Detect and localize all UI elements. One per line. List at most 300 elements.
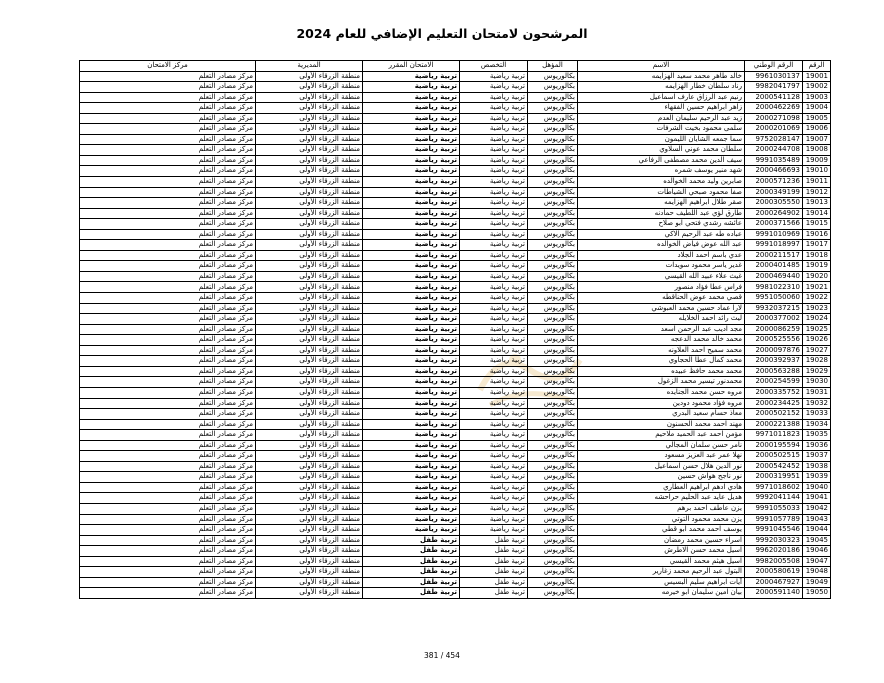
- cell-qualification: بكالوريوس: [528, 409, 578, 420]
- cell-qualification: بكالوريوس: [528, 440, 578, 451]
- cell-exam-center: مركز مصادر التعلم: [80, 303, 256, 314]
- cell-national-id: 9981022310: [745, 282, 803, 293]
- cell-exam-subject: تربية رياضية: [363, 461, 460, 472]
- table-row: [80, 261, 831, 272]
- cell-specialization: تربية رياضية: [460, 419, 528, 430]
- cell-qualification: بكالوريوس: [528, 134, 578, 145]
- cell-exam-center: مركز مصادر التعلم: [80, 451, 256, 462]
- cell-name: مجد اديب عبد الرحمن اسعد: [578, 324, 745, 335]
- cell-number: 19037: [803, 451, 831, 462]
- cell-exam-subject: تربية رياضية: [363, 525, 460, 536]
- cell-name: مهند احمد محمد الحسنون: [578, 419, 745, 430]
- cell-exam-center: مركز مصادر التعلم: [80, 356, 256, 367]
- table-row: [80, 219, 831, 230]
- cell-name: نور ناجح هواش حسين: [578, 472, 745, 483]
- cell-directorate: منطقة الزرقاء الأولى: [256, 303, 363, 314]
- cell-exam-center: مركز مصادر التعلم: [80, 345, 256, 356]
- cell-exam-center: مركز مصادر التعلم: [80, 377, 256, 388]
- cell-specialization: تربية رياضية: [460, 303, 528, 314]
- cell-number: 19050: [803, 588, 831, 599]
- cell-exam-subject: تربية رياضية: [363, 103, 460, 114]
- cell-qualification: بكالوريوس: [528, 398, 578, 409]
- cell-exam-center: مركز مصادر التعلم: [80, 409, 256, 420]
- cell-number: 19047: [803, 556, 831, 567]
- cell-national-id: 2000234425: [745, 398, 803, 409]
- cell-exam-center: مركز مصادر التعلم: [80, 155, 256, 166]
- cell-exam-subject: تربية طفل: [363, 577, 460, 588]
- table-row: [80, 535, 831, 546]
- cell-qualification: بكالوريوس: [528, 124, 578, 135]
- cell-specialization: تربية رياضية: [460, 472, 528, 483]
- table-row: [80, 482, 831, 493]
- cell-name: عباده طه عبد الرحيم الاكي: [578, 229, 745, 240]
- cell-exam-center: مركز مصادر التعلم: [80, 145, 256, 156]
- cell-qualification: بكالوريوس: [528, 356, 578, 367]
- cell-qualification: بكالوريوس: [528, 240, 578, 251]
- cell-number: 19041: [803, 493, 831, 504]
- cell-exam-subject: تربية رياضية: [363, 250, 460, 261]
- cell-directorate: منطقة الزرقاء الأولى: [256, 250, 363, 261]
- table-row: [80, 103, 831, 114]
- cell-exam-subject: تربية رياضية: [363, 71, 460, 82]
- table-row: [80, 451, 831, 462]
- cell-specialization: تربية رياضية: [460, 387, 528, 398]
- cell-number: 19010: [803, 166, 831, 177]
- cell-directorate: منطقة الزرقاء الأولى: [256, 124, 363, 135]
- cell-qualification: بكالوريوس: [528, 387, 578, 398]
- cell-name: آيات ابراهيم سليم البسيس: [578, 577, 745, 588]
- cell-specialization: تربية رياضية: [460, 525, 528, 536]
- cell-national-id: 2000264902: [745, 208, 803, 219]
- cell-name: زيد عبد الرحيم سليمان العدم: [578, 113, 745, 124]
- cell-exam-center: مركز مصادر التعلم: [80, 567, 256, 578]
- cell-national-id: 2000086259: [745, 324, 803, 335]
- cell-national-id: 9992041144: [745, 493, 803, 504]
- cell-number: 19006: [803, 124, 831, 135]
- cell-number: 19007: [803, 134, 831, 145]
- cell-exam-center: مركز مصادر التعلم: [80, 514, 256, 525]
- cell-national-id: 9991055033: [745, 503, 803, 514]
- cell-number: 19003: [803, 92, 831, 103]
- cell-directorate: منطقة الزرقاء الأولى: [256, 345, 363, 356]
- cell-exam-center: مركز مصادر التعلم: [80, 103, 256, 114]
- table-row: [80, 387, 831, 398]
- cell-number: 19008: [803, 145, 831, 156]
- cell-national-id: 9992030323: [745, 535, 803, 546]
- cell-exam-subject: تربية طفل: [363, 556, 460, 567]
- cell-directorate: منطقة الزرقاء الأولى: [256, 82, 363, 93]
- cell-number: 19025: [803, 324, 831, 335]
- cell-qualification: بكالوريوس: [528, 282, 578, 293]
- cell-number: 19016: [803, 229, 831, 240]
- cell-qualification: بكالوريوس: [528, 219, 578, 230]
- cell-exam-center: مركز مصادر التعلم: [80, 535, 256, 546]
- cell-exam-center: مركز مصادر التعلم: [80, 556, 256, 567]
- cell-directorate: منطقة الزرقاء الأولى: [256, 409, 363, 420]
- cell-exam-subject: تربية رياضية: [363, 451, 460, 462]
- cell-number: 19001: [803, 71, 831, 82]
- cell-specialization: تربية طفل: [460, 577, 528, 588]
- cell-number: 19027: [803, 345, 831, 356]
- cell-specialization: تربية رياضية: [460, 198, 528, 209]
- cell-directorate: منطقة الزرقاء الأولى: [256, 187, 363, 198]
- table-row: [80, 324, 831, 335]
- cell-number: 19029: [803, 366, 831, 377]
- cell-qualification: بكالوريوس: [528, 535, 578, 546]
- cell-exam-subject: تربية طفل: [363, 588, 460, 599]
- cell-specialization: تربية رياضية: [460, 482, 528, 493]
- cell-specialization: تربية رياضية: [460, 314, 528, 325]
- cell-number: 19018: [803, 250, 831, 261]
- cell-national-id: 2000335752: [745, 387, 803, 398]
- table-row: [80, 177, 831, 188]
- cell-exam-subject: تربية رياضية: [363, 377, 460, 388]
- cell-exam-center: مركز مصادر التعلم: [80, 293, 256, 304]
- cell-name: مروه حسن محمد الجنايده: [578, 387, 745, 398]
- cell-specialization: تربية رياضية: [460, 92, 528, 103]
- cell-number: 19030: [803, 377, 831, 388]
- cell-national-id: 2000271098: [745, 113, 803, 124]
- cell-directorate: منطقة الزرقاء الأولى: [256, 177, 363, 188]
- cell-name: صقر طلال ابراهيم الهزايمه: [578, 198, 745, 209]
- cell-number: 19043: [803, 514, 831, 525]
- table-row: [80, 556, 831, 567]
- cell-specialization: تربية رياضية: [460, 409, 528, 420]
- cell-exam-center: مركز مصادر التعلم: [80, 282, 256, 293]
- cell-exam-subject: تربية رياضية: [363, 113, 460, 124]
- cell-number: 19040: [803, 482, 831, 493]
- cell-qualification: بكالوريوس: [528, 229, 578, 240]
- cell-directorate: منطقة الزرقاء الأولى: [256, 314, 363, 325]
- cell-qualification: بكالوريوس: [528, 177, 578, 188]
- cell-number: 19028: [803, 356, 831, 367]
- cell-qualification: بكالوريوس: [528, 546, 578, 557]
- cell-name: مؤمن احمد عبد الحميد ملاحيم: [578, 430, 745, 441]
- cell-exam-center: مركز مصادر التعلم: [80, 82, 256, 93]
- table-row: [80, 155, 831, 166]
- cell-directorate: منطقة الزرقاء الأولى: [256, 113, 363, 124]
- cell-directorate: منطقة الزرقاء الأولى: [256, 166, 363, 177]
- cell-name: لارا عماد حسين محمد العبوشي: [578, 303, 745, 314]
- cell-exam-center: مركز مصادر التعلم: [80, 166, 256, 177]
- cell-national-id: 2000371566: [745, 219, 803, 230]
- table-row: [80, 366, 831, 377]
- cell-directorate: منطقة الزرقاء الأولى: [256, 293, 363, 304]
- cell-national-id: 9991057789: [745, 514, 803, 525]
- cell-name: غيث علاء عبيد الله القيسي: [578, 271, 745, 282]
- cell-national-id: 2000305550: [745, 198, 803, 209]
- cell-qualification: بكالوريوس: [528, 113, 578, 124]
- cell-name: محمدنور تيسير محمد الزغول: [578, 377, 745, 388]
- cell-qualification: بكالوريوس: [528, 293, 578, 304]
- cell-national-id: 2000467927: [745, 577, 803, 588]
- table-row: [80, 588, 831, 599]
- cell-exam-subject: تربية رياضية: [363, 366, 460, 377]
- cell-qualification: بكالوريوس: [528, 208, 578, 219]
- table-row: [80, 345, 831, 356]
- cell-name: يزن محمد محمود التوتي: [578, 514, 745, 525]
- cell-exam-center: مركز مصادر التعلم: [80, 577, 256, 588]
- table-row: [80, 187, 831, 198]
- cell-directorate: منطقة الزرقاء الأولى: [256, 219, 363, 230]
- cell-name: قصي محمد عوض الحناقطه: [578, 293, 745, 304]
- cell-qualification: بكالوريوس: [528, 271, 578, 282]
- cell-exam-subject: تربية رياضية: [363, 208, 460, 219]
- table-row: [80, 250, 831, 261]
- cell-directorate: منطقة الزرقاء الأولى: [256, 324, 363, 335]
- cell-exam-center: مركز مصادر التعلم: [80, 398, 256, 409]
- cell-national-id: 2000195594: [745, 440, 803, 451]
- cell-qualification: بكالوريوس: [528, 198, 578, 209]
- cell-name: رنيم عبد الرزاق عارف اسماعيل: [578, 92, 745, 103]
- cell-name: سلمى محمود بخيت الشرفات: [578, 124, 745, 135]
- cell-national-id: 2000541128: [745, 92, 803, 103]
- cell-directorate: منطقة الزرقاء الأولى: [256, 282, 363, 293]
- cell-specialization: تربية رياضية: [460, 219, 528, 230]
- cell-national-id: 2000254599: [745, 377, 803, 388]
- table-row: [80, 440, 831, 451]
- cell-number: 19026: [803, 335, 831, 346]
- cell-national-id: 2000563288: [745, 366, 803, 377]
- cell-directorate: منطقة الزرقاء الأولى: [256, 145, 363, 156]
- cell-qualification: بكالوريوس: [528, 588, 578, 599]
- cell-specialization: تربية رياضية: [460, 134, 528, 145]
- cell-number: 19009: [803, 155, 831, 166]
- cell-specialization: تربية رياضية: [460, 493, 528, 504]
- cell-name: عائشه رشدي فتحي ابو صلاح: [578, 219, 745, 230]
- cell-name: اسيل محمد حسن الاطرش: [578, 546, 745, 557]
- cell-qualification: بكالوريوس: [528, 335, 578, 346]
- cell-number: 19048: [803, 567, 831, 578]
- cell-national-id: 2000319951: [745, 472, 803, 483]
- cell-number: 19038: [803, 461, 831, 472]
- cell-qualification: بكالوريوس: [528, 461, 578, 472]
- table-row: [80, 525, 831, 536]
- cell-exam-center: مركز مصادر التعلم: [80, 219, 256, 230]
- cell-number: 19035: [803, 430, 831, 441]
- cell-specialization: تربية رياضية: [460, 282, 528, 293]
- cell-national-id: 2000580619: [745, 567, 803, 578]
- cell-national-id: 2000349199: [745, 187, 803, 198]
- cell-specialization: تربية طفل: [460, 588, 528, 599]
- cell-number: 19023: [803, 303, 831, 314]
- cell-exam-center: مركز مصادر التعلم: [80, 482, 256, 493]
- cell-exam-center: مركز مصادر التعلم: [80, 366, 256, 377]
- cell-directorate: منطقة الزرقاء الأولى: [256, 261, 363, 272]
- table-row: [80, 229, 831, 240]
- table-row: [80, 377, 831, 388]
- cell-number: 19017: [803, 240, 831, 251]
- cell-qualification: بكالوريوس: [528, 345, 578, 356]
- cell-directorate: منطقة الزرقاء الأولى: [256, 366, 363, 377]
- cell-directorate: منطقة الزرقاء الأولى: [256, 419, 363, 430]
- cell-exam-center: مركز مصادر التعلم: [80, 387, 256, 398]
- cell-exam-center: مركز مصادر التعلم: [80, 177, 256, 188]
- cell-directorate: منطقة الزرقاء الأولى: [256, 588, 363, 599]
- cell-exam-center: مركز مصادر التعلم: [80, 240, 256, 251]
- page-title: المرشحون لامتحان التعليم الإضافي للعام 2024: [296, 26, 588, 41]
- table-row: [80, 82, 831, 93]
- table-row: [80, 514, 831, 525]
- cell-exam-center: مركز مصادر التعلم: [80, 250, 256, 261]
- cell-directorate: منطقة الزرقاء الأولى: [256, 198, 363, 209]
- cell-exam-center: مركز مصادر التعلم: [80, 324, 256, 335]
- cell-number: 19046: [803, 546, 831, 557]
- cell-qualification: بكالوريوس: [528, 567, 578, 578]
- cell-exam-subject: تربية رياضية: [363, 82, 460, 93]
- cell-name: معاذ حسام سعيد البدري: [578, 409, 745, 420]
- table-row: [80, 282, 831, 293]
- cell-national-id: 2000591140: [745, 588, 803, 599]
- table-row: [80, 430, 831, 441]
- cell-name: فراس عطا فؤاد منصور: [578, 282, 745, 293]
- cell-directorate: منطقة الزرقاء الأولى: [256, 387, 363, 398]
- cell-exam-subject: تربية رياضية: [363, 155, 460, 166]
- cell-exam-center: مركز مصادر التعلم: [80, 493, 256, 504]
- cell-specialization: تربية رياضية: [460, 82, 528, 93]
- cell-national-id: 2000392937: [745, 356, 803, 367]
- cell-number: 19014: [803, 208, 831, 219]
- cell-specialization: تربية رياضية: [460, 461, 528, 472]
- cell-number: 19011: [803, 177, 831, 188]
- cell-qualification: بكالوريوس: [528, 514, 578, 525]
- cell-exam-center: مركز مصادر التعلم: [80, 261, 256, 272]
- cell-number: 19045: [803, 535, 831, 546]
- cell-national-id: 2000466693: [745, 166, 803, 177]
- table-row: [80, 472, 831, 483]
- cell-exam-subject: تربية رياضية: [363, 387, 460, 398]
- cell-qualification: بكالوريوس: [528, 503, 578, 514]
- cell-number: 19004: [803, 103, 831, 114]
- cell-exam-subject: تربية رياضية: [363, 134, 460, 145]
- cell-national-id: 2000244708: [745, 145, 803, 156]
- column-header-name: الاسم: [578, 61, 745, 72]
- cell-name: محمد سميح احمد العلاونه: [578, 345, 745, 356]
- cell-exam-subject: تربية رياضية: [363, 124, 460, 135]
- table-row: [80, 398, 831, 409]
- cell-exam-subject: تربية رياضية: [363, 219, 460, 230]
- table-row: [80, 461, 831, 472]
- cell-directorate: منطقة الزرقاء الأولى: [256, 430, 363, 441]
- cell-exam-center: مركز مصادر التعلم: [80, 588, 256, 599]
- cell-directorate: منطقة الزرقاء الأولى: [256, 134, 363, 145]
- table-body: [80, 71, 831, 598]
- cell-name: خالد طاهر محمد سعيد الهزايمه: [578, 71, 745, 82]
- cell-name: زاهر ابراهيم حسين الفقهاء: [578, 103, 745, 114]
- cell-national-id: 9971011823: [745, 430, 803, 441]
- cell-directorate: منطقة الزرقاء الأولى: [256, 472, 363, 483]
- cell-national-id: 9932037215: [745, 303, 803, 314]
- cell-national-id: 9951050060: [745, 293, 803, 304]
- cell-qualification: بكالوريوس: [528, 324, 578, 335]
- column-header-directorate: المديرية: [256, 61, 363, 72]
- cell-specialization: تربية رياضية: [460, 503, 528, 514]
- cell-directorate: منطقة الزرقاء الأولى: [256, 535, 363, 546]
- candidates-table: [79, 60, 831, 599]
- cell-number: 19022: [803, 293, 831, 304]
- cell-specialization: تربية رياضية: [460, 145, 528, 156]
- cell-directorate: منطقة الزرقاء الأولى: [256, 514, 363, 525]
- cell-directorate: منطقة الزرقاء الأولى: [256, 567, 363, 578]
- cell-national-id: 2000462269: [745, 103, 803, 114]
- cell-number: 19013: [803, 198, 831, 209]
- cell-exam-center: مركز مصادر التعلم: [80, 271, 256, 282]
- column-header-number: الرقم: [803, 61, 831, 72]
- cell-exam-center: مركز مصادر التعلم: [80, 71, 256, 82]
- cell-name: محمد خالد محمد الدعجه: [578, 335, 745, 346]
- cell-directorate: منطقة الزرقاء الأولى: [256, 482, 363, 493]
- cell-specialization: تربية رياضية: [460, 430, 528, 441]
- cell-directorate: منطقة الزرقاء الأولى: [256, 71, 363, 82]
- cell-specialization: تربية رياضية: [460, 177, 528, 188]
- cell-directorate: منطقة الزرقاء الأولى: [256, 556, 363, 567]
- cell-specialization: تربية طفل: [460, 546, 528, 557]
- cell-exam-subject: تربية رياضية: [363, 440, 460, 451]
- column-header-exam-subject: الامتحان المقرر: [363, 61, 460, 72]
- cell-qualification: بكالوريوس: [528, 366, 578, 377]
- cell-national-id: 2000377002: [745, 314, 803, 325]
- cell-exam-center: مركز مصادر التعلم: [80, 124, 256, 135]
- cell-exam-center: مركز مصادر التعلم: [80, 208, 256, 219]
- cell-qualification: بكالوريوس: [528, 314, 578, 325]
- column-header-qualification: المؤهل: [528, 61, 578, 72]
- cell-qualification: بكالوريوس: [528, 525, 578, 536]
- cell-exam-center: مركز مصادر التعلم: [80, 113, 256, 124]
- cell-name: رناد سلطان خطار الهزايمه: [578, 82, 745, 93]
- cell-name: شهد منير يوسف شمره: [578, 166, 745, 177]
- table-row: [80, 303, 831, 314]
- cell-number: 19044: [803, 525, 831, 536]
- cell-national-id: 9962020186: [745, 546, 803, 557]
- cell-qualification: بكالوريوس: [528, 250, 578, 261]
- cell-exam-subject: تربية طفل: [363, 546, 460, 557]
- cell-qualification: بكالوريوس: [528, 303, 578, 314]
- cell-specialization: تربية رياضية: [460, 103, 528, 114]
- cell-name: عدي باسم احمد الجلاد: [578, 250, 745, 261]
- cell-specialization: تربية رياضية: [460, 250, 528, 261]
- cell-exam-subject: تربية رياضية: [363, 345, 460, 356]
- cell-number: 19019: [803, 261, 831, 272]
- cell-specialization: تربية رياضية: [460, 271, 528, 282]
- cell-number: 19020: [803, 271, 831, 282]
- cell-exam-center: مركز مصادر التعلم: [80, 430, 256, 441]
- table-row: [80, 198, 831, 209]
- table-row: [80, 493, 831, 504]
- cell-qualification: بكالوريوس: [528, 577, 578, 588]
- cell-name: يزن عاطف احمد برهم: [578, 503, 745, 514]
- cell-national-id: 2000221388: [745, 419, 803, 430]
- cell-national-id: 9961030137: [745, 71, 803, 82]
- cell-name: اسراء حسين محمد رمضان: [578, 535, 745, 546]
- cell-exam-center: مركز مصادر التعلم: [80, 229, 256, 240]
- cell-exam-subject: تربية رياضية: [363, 335, 460, 346]
- cell-national-id: 9991035489: [745, 155, 803, 166]
- cell-name: عبد الله عوض فياض الخوالده: [578, 240, 745, 251]
- table-row: [80, 271, 831, 282]
- cell-exam-subject: تربية رياضية: [363, 472, 460, 483]
- cell-qualification: بكالوريوس: [528, 92, 578, 103]
- cell-directorate: منطقة الزرقاء الأولى: [256, 503, 363, 514]
- cell-national-id: 2000542452: [745, 461, 803, 472]
- cell-exam-center: مركز مصادر التعلم: [80, 187, 256, 198]
- cell-exam-subject: تربية رياضية: [363, 356, 460, 367]
- cell-name: اسيل هيثم محمد القيسي: [578, 556, 745, 567]
- cell-exam-subject: تربية رياضية: [363, 261, 460, 272]
- cell-number: 19033: [803, 409, 831, 420]
- cell-number: 19039: [803, 472, 831, 483]
- cell-number: 19024: [803, 314, 831, 325]
- cell-exam-subject: تربية رياضية: [363, 482, 460, 493]
